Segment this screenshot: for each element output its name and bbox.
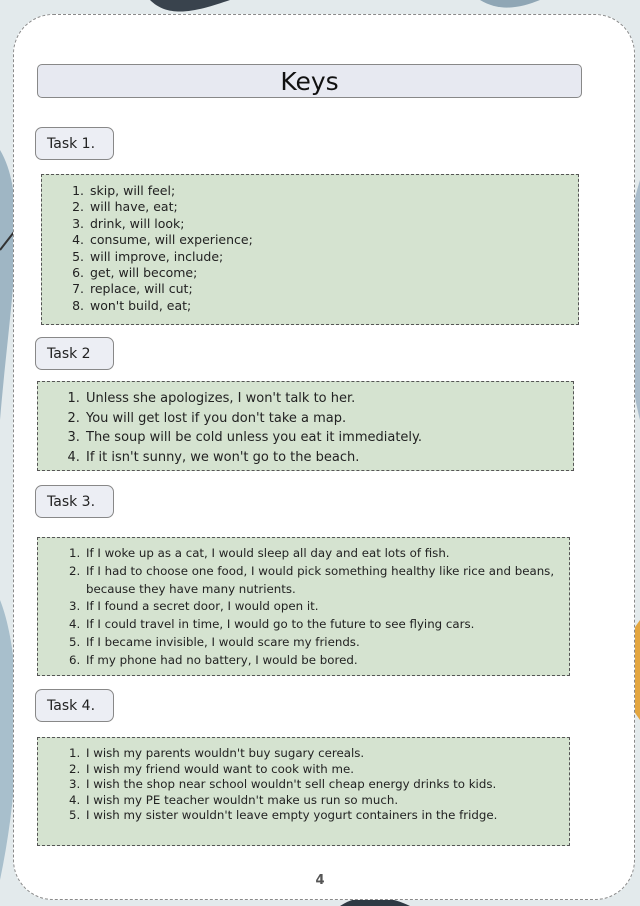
task-3-label: Task 3.: [35, 485, 114, 518]
list-item: 3. If I found a secret door, I would open it.: [84, 598, 559, 616]
list-item: 4. consume, will experience;: [88, 232, 578, 248]
task-4-answers: [37, 737, 570, 846]
list-item: 4. If I could travel in time, I would go to the future to see flying cars.: [84, 616, 559, 634]
page-number: 4: [315, 873, 325, 888]
list-item: 8. won't build, eat;: [88, 298, 578, 314]
list-item: 2. You will get lost if you don't take a map.: [84, 409, 573, 429]
list-item: 2. will have, eat;: [88, 199, 578, 215]
list-item: 6. get, will become;: [88, 265, 578, 281]
list-item: 3. drink, will look;: [88, 216, 578, 232]
list-item: 3. The soup will be cold unless you eat it immediately.: [84, 428, 573, 448]
task-4-label: Task 4.: [35, 689, 114, 722]
task-1-answers: [41, 174, 579, 325]
task-2-label: Task 2: [35, 337, 114, 370]
list-item: 1. If I woke up as a cat, I would sleep all day and eat lots of fish.: [84, 545, 559, 563]
list-item: 5. If I became invisible, I would scare my friends.: [84, 634, 559, 652]
list-item: 2. I wish my friend would want to cook with me.: [84, 762, 569, 778]
task-3-answers: [37, 537, 570, 676]
list-item: 5. will improve, include;: [88, 249, 578, 265]
list-item: 1. skip, will feel;: [88, 183, 578, 199]
task-1-label: Task 1.: [35, 127, 114, 160]
list-item: 1. Unless she apologizes, I won't talk to her.: [84, 389, 573, 409]
task-2-answers: [37, 381, 574, 471]
list-item: 2. If I had to choose one food, I would pick something healthy like rice and beans, because they have many nutrients.: [84, 563, 559, 599]
page-title: Keys: [37, 64, 582, 98]
list-item: 6. If my phone had no battery, I would be bored.: [84, 652, 559, 670]
list-item: 4. I wish my PE teacher wouldn't make us run so much.: [84, 793, 569, 809]
list-item: 7. replace, will cut;: [88, 281, 578, 297]
list-item: 1. I wish my parents wouldn't buy sugary cereals.: [84, 746, 569, 762]
list-item: 4. If it isn't sunny, we won't go to the beach.: [84, 448, 573, 468]
list-item: 3. I wish the shop near school wouldn't sell cheap energy drinks to kids.: [84, 777, 569, 793]
list-item: 5. I wish my sister wouldn't leave empty yogurt containers in the fridge.: [84, 808, 569, 824]
